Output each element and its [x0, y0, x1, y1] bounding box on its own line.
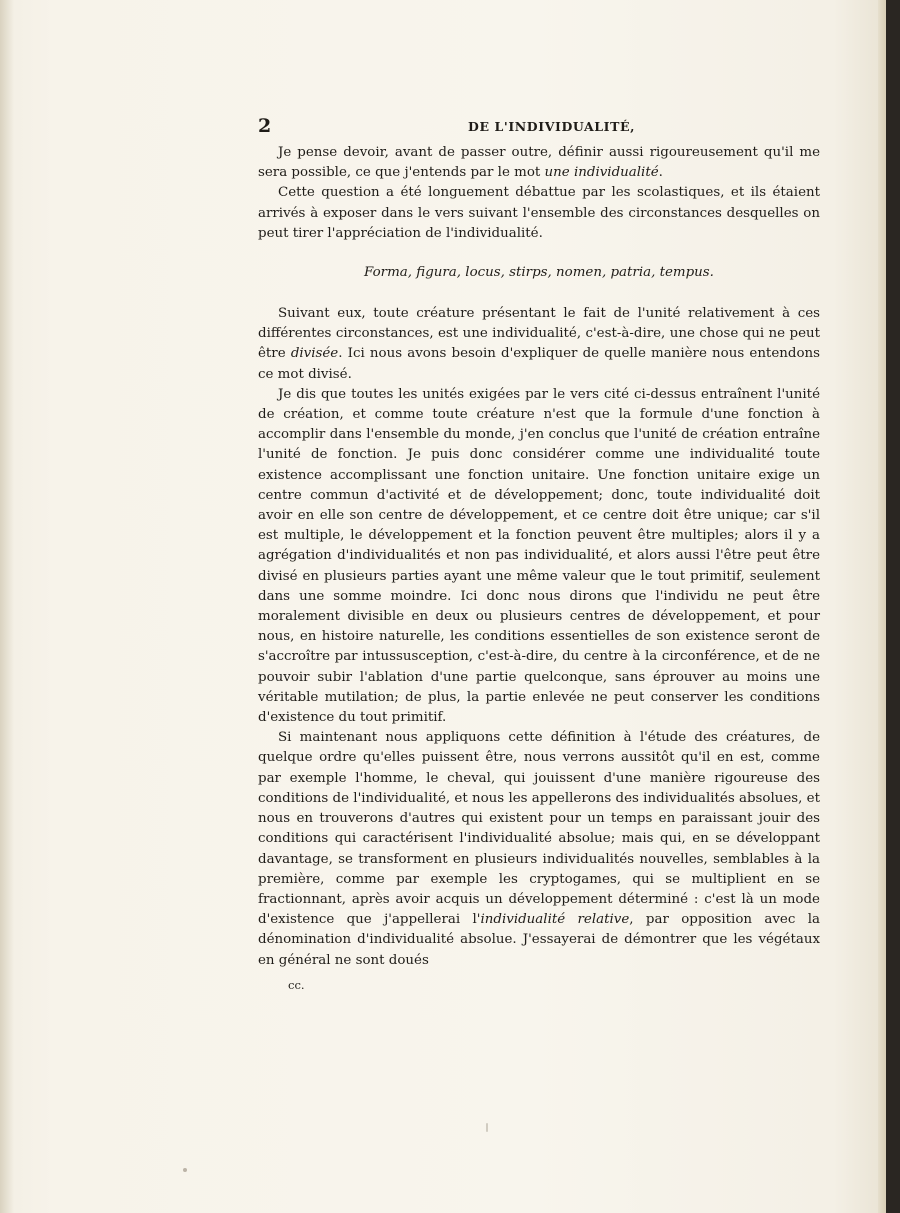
paragraph-text: . Ici nous avons besoin d'expliquer de quelle manière nous entendons ce mot divisé. — [258, 346, 820, 382]
paragraph-1 — [258, 143, 820, 183]
running-title: DE L'INDIVIDUALITÉ, — [468, 119, 636, 134]
paragraph-text: Si maintenant nous appliquons cette définition à l'étude des créatures, de quelque ordre qu'elles puissent être, nous verrons aussitôt qu'il en est, comme par exemple l'homme, le cheval, qui jouissent d'une manière rigoureuse des conditions de l'individualité, et nous les appellerons des individualités absolues, et nous en trouverons d'autres qui existent pour un temps en paraissant jouir des conditions qui caractérisent l'individualité absolue; mais qui, en se développant davantage, se transforment en plusieurs individualités nouvelles, semblables à la première, comme par exemple les cryptogames, qui se multiplient en se fractionnant, après avoir acquis un développement déterminé : c'est là un mode d'existence que j'appellerai l' — [258, 730, 820, 928]
italic-term: individualité relative — [480, 912, 630, 928]
paper-speck — [183, 1168, 187, 1172]
paragraph-text: Je pense devoir, avant de passer outre, définir aussi rigoureusement qu'il me sera possible, ce que j'entends par le mot — [258, 145, 820, 181]
paragraph-3 — [258, 304, 820, 385]
italic-term: une individualité — [544, 165, 659, 181]
paragraph-text: . — [658, 165, 663, 181]
italic-term: divisée — [290, 346, 339, 362]
paragraph-4: Je dis que toutes les unités exigées par le vers cité ci-dessus entraînent l'unité de création, et comme toute créature n'est que la formule d'une fonction à accomplir dans l'ensemble du monde, j'en conclus que l'unité de création entraîne l'unité de fonction. Je puis donc considérer comme une individualité toute existence accomplissant une fonction unitaire. Une fonction unitaire exige un centre commun d'activité et de développement; donc, toute individualité doit avoir en elle son centre de développement, et ce centre doit être unique; car s'il est multiple, le développement et la fonction peuvent être multiples; alors il y a agrégation d'individualités et non pas individualité, et alors aussi l'être peut être divisé en plusieurs parties ayant une même valeur que le tout primitif, seulement dans une somme moindre. Ici donc nous dirons que l'individu ne peut être moralement divisible en deux ou plusieurs centres de développement, et pour nous, en histoire naturelle, les conditions essentielles de son existence seront de s'accroître par intussusception, c'est-à-dire, du centre à la circonférence, et de ne pouvoir subir l'ablation d'une partie quelconque, sans éprouver au moins une véritable mutilation; de plus, la partie enlevée ne peut conserver les conditions d'existence du tout primitif. — [258, 386, 820, 726]
paragraph-2: Cette question a été longuement débattue par les scolastiques, et ils étaient arrivés à exposer dans le vers suivant l'ensemble des circonstances desquelles on peut tirer l'appréciation de l'individualité. — [258, 185, 820, 241]
running-head — [258, 113, 820, 143]
paper-speck — [486, 1123, 488, 1132]
paragraph-5 — [258, 728, 820, 970]
signature-mark: cc. — [288, 977, 305, 992]
latin-verse: Forma, figura, locus, stirps, nomen, patria, tempus. — [364, 265, 714, 281]
page-number: 2 — [258, 115, 272, 137]
text-block — [258, 113, 820, 995]
paragraph-text: , par opposition avec la dénomination d'individualité absolue. J'essayerai de démontrer que les végétaux en général ne sont doués — [258, 912, 820, 968]
paragraph-text: Suivant eux, toute créature présentant le fait de l'unité relativement à ces différentes circonstances, est une individualité, c'est-à-dire, une chose qui ne peut être — [258, 306, 820, 362]
binding-shadow — [0, 0, 14, 1213]
page-edge — [878, 0, 886, 1213]
